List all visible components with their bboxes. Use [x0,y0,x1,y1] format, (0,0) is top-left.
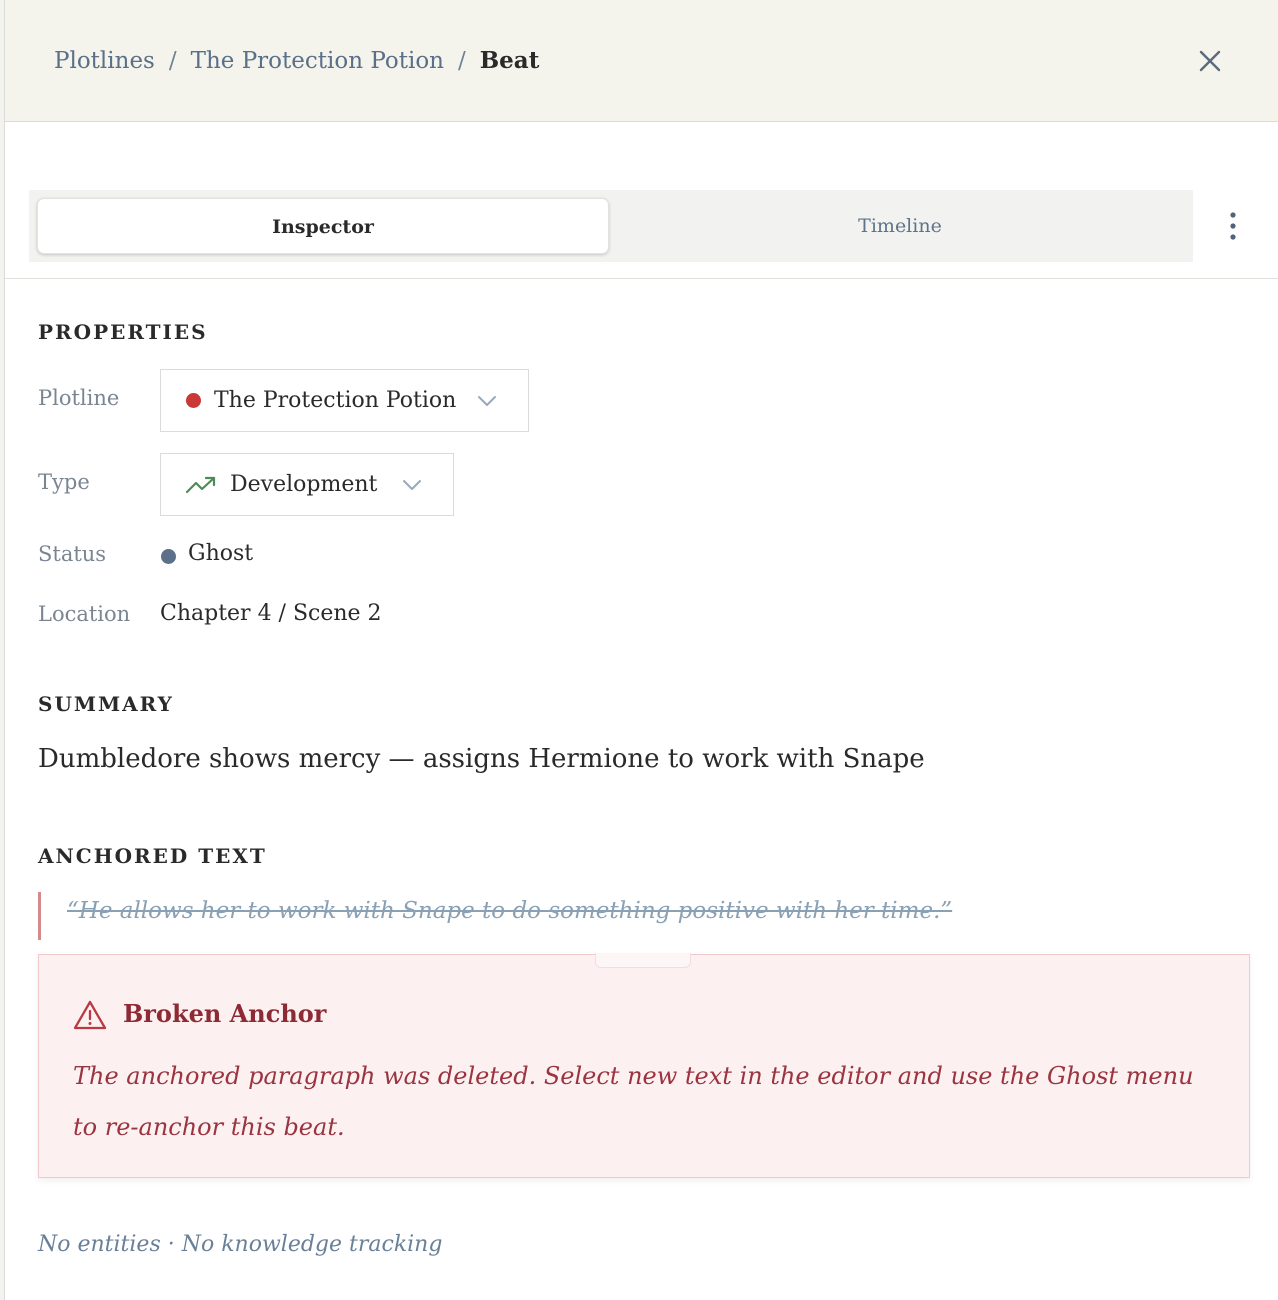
breadcrumb-current: Beat [479,47,540,74]
divider [5,278,1278,279]
status-dot [161,549,176,564]
status-label: Status [38,542,107,566]
breadcrumb [54,44,539,78]
summary-text: Dumbledore shows mercy — assigns Hermione to work with Snape [38,744,925,774]
footer-meta: No entities · No knowledge tracking [38,1232,443,1257]
chevron-down-icon [402,479,422,491]
breadcrumb-plotline[interactable]: The Protection Potion [190,48,444,74]
plotline-select[interactable] [160,369,529,432]
breadcrumb-separator: / [168,48,177,74]
alert-notch [595,953,691,968]
warning-triangle-icon [73,999,107,1031]
status-value: Ghost [188,541,254,566]
plotline-color-dot [186,393,201,408]
tab-timeline[interactable]: Timeline [858,215,942,237]
alert-body: The anchored paragraph was deleted. Select new text in the editor and use the Ghost menu to re-anchor this beat. [73,1062,1194,1141]
panel-header [5,0,1278,122]
alert-title: Broken Anchor [123,999,327,1028]
trending-up-icon [185,474,217,496]
plotline-value: The Protection Potion [214,388,457,413]
beat-inspector-panel [4,0,1278,1300]
type-select[interactable] [160,453,454,516]
chevron-down-icon [477,395,497,407]
type-label: Type [38,470,90,494]
type-value: Development [230,472,378,497]
close-icon [1193,44,1227,78]
broken-anchor-alert [38,954,1250,1178]
summary-heading: SUMMARY [38,692,174,716]
location-label: Location [38,602,131,626]
plotline-label: Plotline [38,386,120,410]
anchored-quote [38,892,953,940]
more-vertical-icon [1219,208,1247,244]
properties-heading: PROPERTIES [38,320,208,344]
close-button[interactable] [1193,44,1227,78]
breadcrumb-separator: / [457,48,466,74]
anchored-text-heading: ANCHORED TEXT [38,844,267,868]
tab-bar [29,190,1193,262]
more-options-button[interactable] [1219,208,1247,244]
anchored-quote-text: “He allows her to work with Snape to do something positive with her time.” [67,898,953,924]
location-value: Chapter 4 / Scene 2 [160,601,382,626]
tab-inspector[interactable]: Inspector [37,198,609,254]
breadcrumb-plotlines[interactable]: Plotlines [54,48,155,74]
